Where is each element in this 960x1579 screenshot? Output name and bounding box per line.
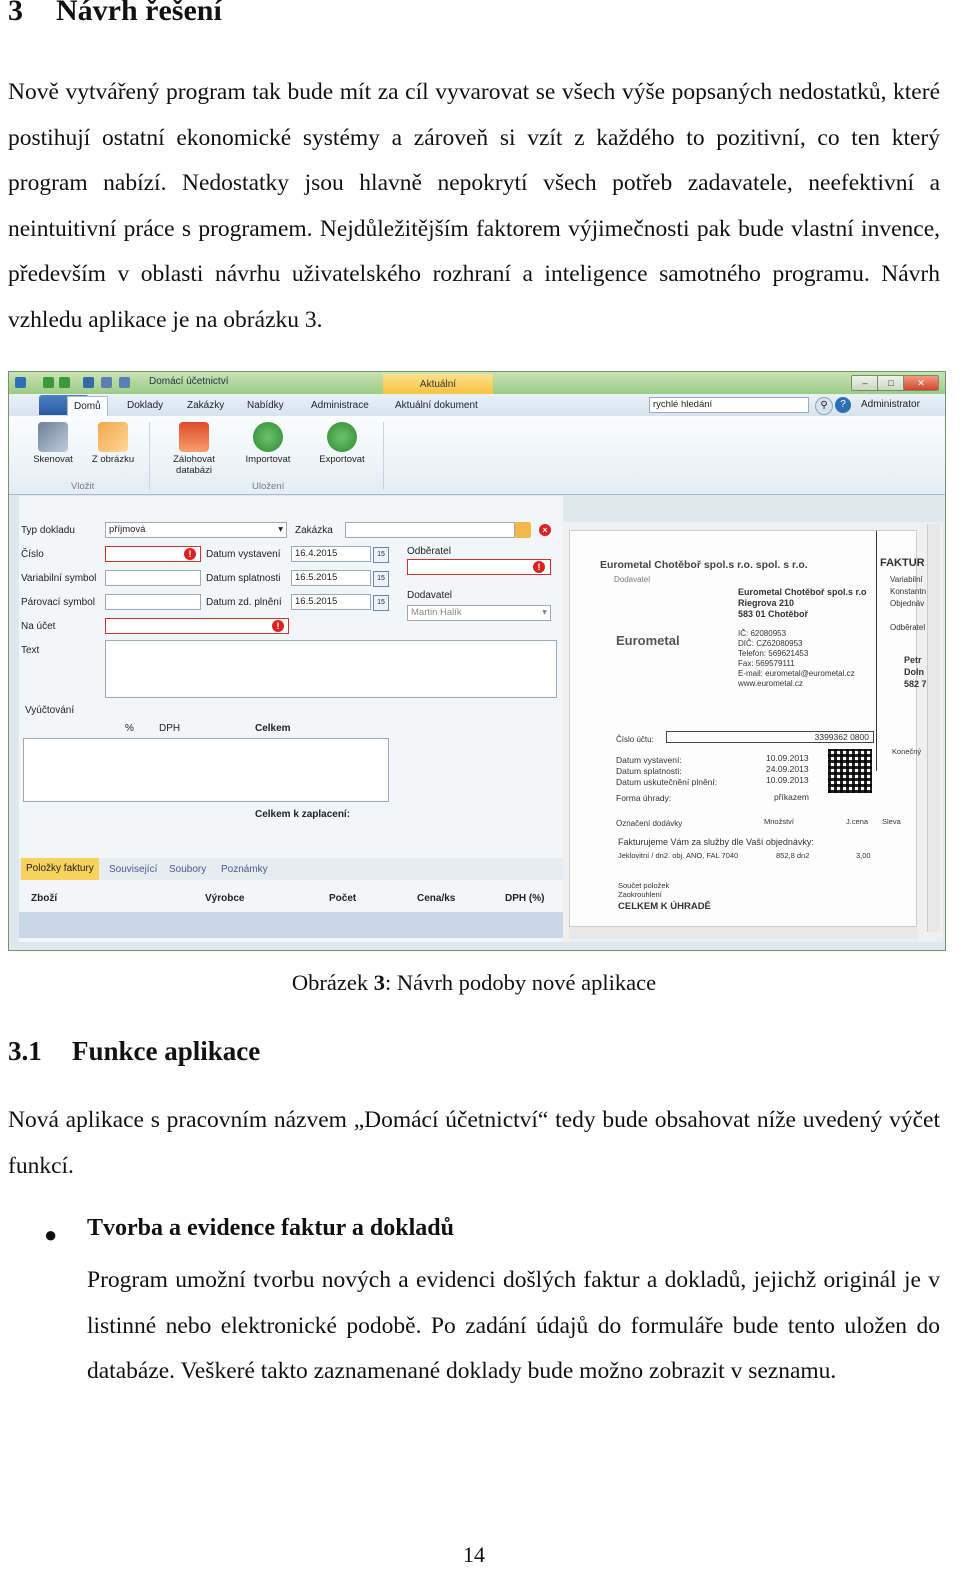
invoice-right-label: 582 7 bbox=[904, 679, 927, 689]
page-number: 14 bbox=[463, 1542, 485, 1567]
backup-label: Zálohovat databázi bbox=[173, 454, 215, 476]
items-grid-body[interactable] bbox=[19, 912, 563, 938]
invoice-ic: IČ: 62080953 bbox=[738, 629, 787, 638]
variabilni-symbol-label: Variabilní symbol bbox=[21, 573, 97, 584]
database-backup-icon bbox=[179, 422, 209, 452]
clear-icon[interactable]: × bbox=[539, 524, 551, 536]
invoice-street: Riegrova 210 bbox=[738, 598, 795, 608]
chevron-down-icon: ▾ bbox=[278, 524, 283, 535]
tab-doklady[interactable]: Doklady bbox=[127, 400, 164, 411]
invoice-cislo-uctu: Číslo účtu: bbox=[616, 735, 654, 744]
ribbon-separator bbox=[149, 422, 150, 490]
odberatel-input[interactable] bbox=[407, 559, 551, 575]
text-area[interactable] bbox=[105, 640, 557, 698]
invoice-account: 3399362 0800 bbox=[666, 731, 874, 743]
ribbon-group-ulozeni: Uložení bbox=[252, 481, 285, 492]
items-grid-header bbox=[19, 882, 563, 912]
import-icon bbox=[253, 422, 283, 452]
backup-button[interactable] bbox=[159, 422, 229, 476]
variabilni-symbol-input[interactable] bbox=[105, 570, 201, 586]
invoice-divider bbox=[876, 531, 877, 771]
vyuctovani-table[interactable] bbox=[23, 738, 389, 802]
dodavatel-label: Dodavatel bbox=[407, 590, 453, 601]
tab-aktualni-dokument[interactable]: Aktuální dokument bbox=[395, 400, 478, 411]
help-icon[interactable]: ? bbox=[835, 397, 851, 413]
invoice-right-label: Variabilní bbox=[890, 575, 923, 584]
import-button[interactable] bbox=[235, 422, 301, 465]
ribbon-separator bbox=[383, 422, 384, 490]
invoice-dodavatel: Dodavatel bbox=[614, 575, 651, 584]
caption-prefix: Obrázek bbox=[291, 970, 374, 995]
na-ucet-input[interactable] bbox=[105, 618, 289, 634]
preview-vertical-scrollbar[interactable] bbox=[927, 524, 940, 932]
invoice-date-label: Datum vystavení: bbox=[616, 755, 682, 765]
export-icon bbox=[327, 422, 357, 452]
invoice-email: E-mail: eurometal@eurometal.cz bbox=[738, 669, 855, 678]
from-image-button[interactable] bbox=[87, 422, 139, 465]
error-icon: ! bbox=[184, 548, 196, 560]
invoice-date-value: 10.09.2013 bbox=[766, 753, 809, 763]
bullet-text: Program umožní tvorbu nových a evidenci došlých faktur a dokladů, jejichž originál je v listinné nebo elektronické podobě. Po zadání údajů do formuláře bude tento uložen do databáze. Veškeré takto zaznamenané doklady bude možno zobrazit v seznamu. bbox=[87, 1267, 940, 1384]
cislo-label: Číslo bbox=[21, 549, 44, 560]
from-image-label: Z obrázku bbox=[91, 454, 135, 465]
chapter-heading bbox=[8, 0, 222, 28]
col-cena-ks[interactable]: Cena/ks bbox=[417, 893, 456, 904]
odberatel-label: Odběratel bbox=[407, 546, 451, 557]
invoice-celkem: CELKEM K ÚHRADĚ bbox=[618, 901, 711, 912]
invoice-item-price: 3,00 bbox=[856, 851, 871, 860]
tab-souvisejici[interactable]: Související bbox=[109, 864, 158, 875]
scanned-invoice-preview[interactable] bbox=[569, 530, 927, 932]
tab-soubory[interactable]: Soubory bbox=[169, 864, 207, 875]
app-screenshot-figure bbox=[8, 371, 946, 951]
tab-polozky-faktury[interactable]: Položky faktury bbox=[21, 858, 99, 880]
invoice-phone: Telefon: 569621453 bbox=[738, 649, 809, 658]
typ-dokladu-select[interactable] bbox=[105, 522, 287, 538]
na-ucet-label: Na účet bbox=[21, 621, 56, 632]
invoice-logo: Eurometal bbox=[616, 633, 680, 648]
invoice-zaokrouhleni: Zaokrouhlení bbox=[618, 890, 662, 899]
invoice-right-label: Odběratel bbox=[890, 623, 926, 632]
image-import-icon bbox=[98, 422, 128, 452]
datum-vystaveni-label: Datum vystavení bbox=[206, 549, 281, 560]
undo-icon[interactable] bbox=[101, 377, 112, 388]
datum-vystaveni-input[interactable]: 16.4.2015 bbox=[291, 546, 371, 562]
col-dph: DPH bbox=[159, 723, 181, 734]
window-title: Domácí účetnictví bbox=[149, 376, 229, 387]
parovaci-symbol-input[interactable] bbox=[105, 594, 201, 610]
user-name: Administrator bbox=[861, 399, 920, 410]
col-dph-pct[interactable]: DPH (%) bbox=[505, 893, 545, 904]
celkem-k-zaplaceni: Celkem k zaplacení: bbox=[255, 809, 351, 820]
invoice-dic: DIČ: CZ62080953 bbox=[738, 639, 803, 648]
section-number: 3.1 bbox=[8, 1036, 42, 1066]
intro-paragraph: Nově vytvářený program tak bude mít za cíl vyvarovat se všech výše popsaných nedostatků, které postihují ostatní ekonomické systémy a zároveň si vzít z každého to pozitivní, co ten který program nabízí. Nedostatky jsou hlavně nepokrytí všech potřeb zadavatele, neefektivní a neintuitivní práce s programem. Nejdůležitějším faktorem výjimečnosti pak bude vlastní invence, především v oblasti návrhu uživatelského rozhraní a inteligence samotného programu. Návrh vzhledu aplikace je na obrázku 3. bbox=[8, 79, 940, 333]
datum-splatnosti-input[interactable]: 16.5.2015 bbox=[291, 570, 371, 586]
dodavatel-select[interactable] bbox=[407, 605, 551, 621]
invoice-right-label: Doln bbox=[904, 667, 924, 677]
tab-nabidky[interactable]: Nabídky bbox=[247, 400, 284, 411]
scan-label: Skenovat bbox=[33, 454, 73, 465]
calendar-icon[interactable]: 15 bbox=[373, 571, 389, 587]
close-button[interactable]: ✕ bbox=[903, 375, 939, 391]
vyuctovani-label: Vyúčtování bbox=[25, 705, 75, 716]
invoice-item-qty: 852,8 dn2 bbox=[776, 851, 810, 860]
col-percent: % bbox=[125, 723, 134, 734]
invoice-right-label: Objednáv bbox=[890, 599, 925, 608]
parovaci-symbol-label: Párovací symbol bbox=[21, 597, 95, 608]
invoice-soucet: Součet položek bbox=[618, 881, 670, 890]
quick-search-input[interactable]: rychlé hledání bbox=[649, 397, 809, 413]
forward-icon[interactable] bbox=[59, 377, 70, 388]
bullet-title: Tvorba a evidence faktur a dokladů bbox=[87, 1215, 454, 1241]
tab-poznamky[interactable]: Poznámky bbox=[221, 864, 268, 875]
chapter-number: 3 bbox=[8, 0, 23, 27]
invoice-date-value: 10.09.2013 bbox=[766, 775, 809, 785]
export-label: Exportovat bbox=[319, 454, 365, 465]
invoice-sleva: Sleva bbox=[882, 817, 901, 826]
dodavatel-value: Martin Halík bbox=[411, 607, 462, 618]
tab-administrace[interactable]: Administrace bbox=[311, 400, 369, 411]
typ-dokladu-value: příjmová bbox=[109, 524, 146, 535]
caption-number: 3 bbox=[373, 970, 385, 995]
back-icon[interactable] bbox=[43, 377, 54, 388]
datum-plneni-input[interactable]: 16.5.2015 bbox=[291, 594, 371, 610]
invoice-fax: Fax: 569579111 bbox=[738, 659, 795, 668]
calendar-icon[interactable]: 15 bbox=[373, 595, 389, 611]
invoice-city: 583 01 Chotěboř bbox=[738, 609, 809, 619]
figure-caption bbox=[0, 970, 948, 996]
chevron-down-icon: ▾ bbox=[542, 607, 547, 618]
redo-icon[interactable] bbox=[119, 377, 130, 388]
section-heading bbox=[8, 1036, 260, 1067]
bottom-tab-bar bbox=[19, 858, 563, 880]
search-icon[interactable]: ⚲ bbox=[815, 397, 833, 415]
col-vyrobce[interactable]: Výrobce bbox=[205, 893, 245, 904]
save-icon[interactable] bbox=[83, 377, 94, 388]
datum-splatnosti-label: Datum splatnosti bbox=[206, 573, 281, 584]
scan-button[interactable] bbox=[23, 422, 83, 465]
invoice-company-line: Eurometal Chotěboř spol.s r.o. spol. s r.o. bbox=[600, 559, 808, 571]
export-button[interactable] bbox=[309, 422, 375, 465]
calendar-icon[interactable]: 15 bbox=[373, 547, 389, 563]
invoice-web: www.eurometal.cz bbox=[738, 679, 803, 688]
col-celkem: Celkem bbox=[255, 723, 291, 734]
invoice-date-value: příkazem bbox=[774, 792, 809, 802]
invoice-item-line: Jeklovitní / dn2. obj. ANO, FAL 7040 bbox=[618, 851, 739, 860]
folder-icon[interactable] bbox=[515, 522, 531, 538]
section-title: Funkce aplikace bbox=[72, 1036, 261, 1066]
ribbon-group-vlozit: Vložit bbox=[71, 481, 95, 492]
typ-dokladu-label: Typ dokladu bbox=[21, 525, 75, 536]
preview-horizontal-scrollbar[interactable] bbox=[569, 926, 917, 939]
minimize-button[interactable]: – bbox=[851, 375, 879, 391]
invoice-konecny: Konečný bbox=[892, 747, 922, 756]
context-tab-aktualni[interactable]: Aktuální bbox=[383, 374, 493, 394]
invoice-jcena: J.cena bbox=[846, 817, 869, 826]
invoice-date-label: Forma úhrady: bbox=[616, 793, 672, 803]
invoice-date-label: Datum splatnosti: bbox=[616, 766, 682, 776]
section-paragraph: Nová aplikace s pracovním názvem „Domácí účetnictví“ tedy bude obsahovat níže uvedený výčet funkcí. bbox=[8, 1107, 940, 1179]
col-pocet[interactable]: Počet bbox=[329, 893, 357, 904]
tab-domu[interactable]: Domů bbox=[67, 396, 108, 416]
caption-text: : Návrh podoby nové aplikace bbox=[384, 970, 657, 995]
qr-code-icon bbox=[828, 749, 872, 793]
invoice-header: FAKTUR bbox=[880, 557, 925, 569]
error-icon: ! bbox=[533, 561, 545, 573]
invoice-oznaceni: Označení dodávky bbox=[616, 819, 683, 828]
tab-zakazky[interactable]: Zakázky bbox=[187, 400, 225, 411]
chapter-title: Návrh řešení bbox=[56, 0, 222, 27]
bullet-icon: ● bbox=[44, 1222, 58, 1247]
invoice-date-label: Datum uskutečnění plnění: bbox=[616, 777, 718, 787]
import-label: Importovat bbox=[245, 454, 291, 465]
invoice-mnozstvi: Množství bbox=[764, 817, 795, 826]
invoice-right-label: Konstantn bbox=[890, 587, 927, 596]
invoice-company: Eurometal Chotěboř spol.s r.o bbox=[738, 587, 867, 597]
error-icon: ! bbox=[272, 620, 284, 632]
zakazka-input[interactable] bbox=[345, 522, 515, 538]
invoice-right-label: Petr bbox=[904, 655, 922, 665]
maximize-button[interactable]: □ bbox=[877, 375, 905, 391]
zakazka-label: Zakázka bbox=[295, 525, 333, 536]
datum-plneni-label: Datum zd. plnění bbox=[206, 597, 282, 608]
invoice-date-value: 24.09.2013 bbox=[766, 764, 809, 774]
scanner-icon bbox=[38, 422, 68, 452]
app-icon bbox=[15, 377, 26, 388]
col-zbozi[interactable]: Zboží bbox=[31, 893, 58, 904]
invoice-fakturujeme: Fakturujeme Vám za služby dle Vaší objednávky: bbox=[618, 837, 814, 847]
text-label: Text bbox=[21, 645, 40, 656]
